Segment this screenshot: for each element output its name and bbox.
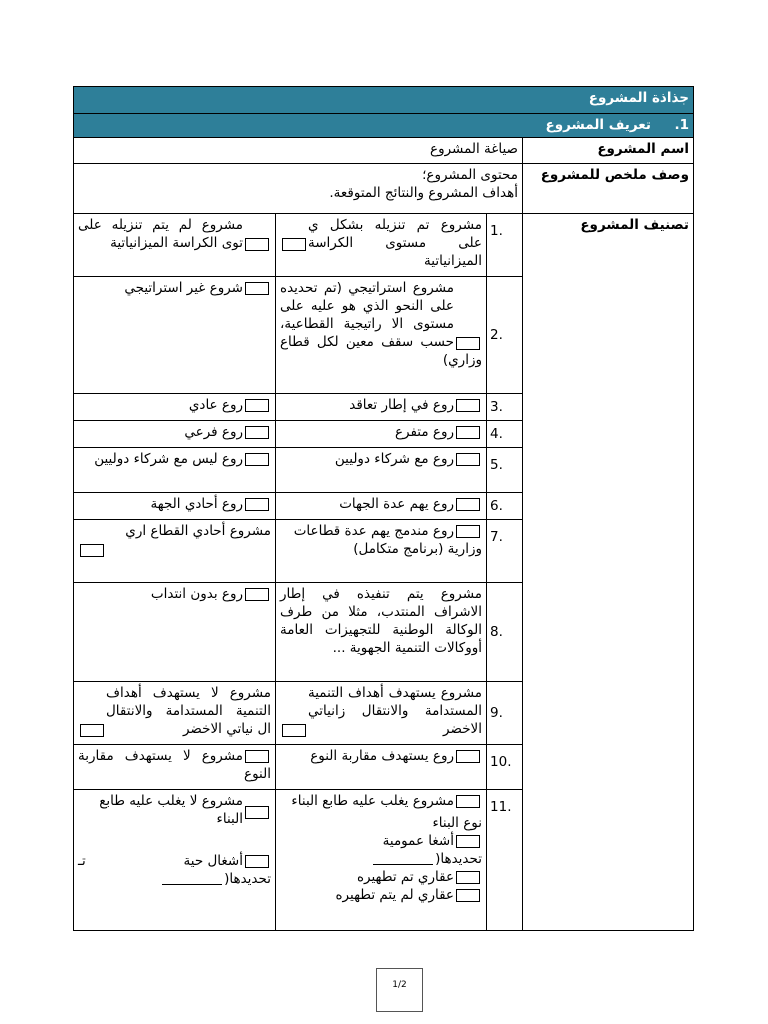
row-number: .9 xyxy=(487,682,523,745)
checkbox[interactable] xyxy=(456,871,480,884)
option-b[interactable] xyxy=(74,520,276,583)
page-number-box xyxy=(376,968,423,1012)
checkbox[interactable] xyxy=(245,855,269,868)
row-number: .8 xyxy=(487,583,523,682)
title-row xyxy=(74,87,694,114)
row-number: .11 xyxy=(487,790,523,931)
checkbox[interactable] xyxy=(456,795,480,808)
option-a[interactable] xyxy=(276,682,487,745)
option-b-text: مشروع أحادي القطاع اري xyxy=(125,523,271,539)
section-title: تعريف المشروع xyxy=(545,117,651,133)
section-header xyxy=(74,114,694,138)
checkbox[interactable] xyxy=(245,498,269,511)
summary-line-goals: أهداف المشروع والنتائج المتوقعة. xyxy=(329,185,518,201)
option-a-text: مشروع يتم تنفيذه في إطار الاشراف المنتدب، مثلا من طرف الوكالة الوطنية للتجهيزات العامة أووكالات التنمية الجهوية ... xyxy=(280,586,482,656)
summary-row xyxy=(74,164,694,214)
public-works-option[interactable] xyxy=(280,832,482,850)
option-a-text: مشروع يستهدف أهداف التنمية المستدامة والانتقال زانياتي الاخضر xyxy=(308,685,482,737)
checkbox[interactable] xyxy=(245,238,269,251)
classification-label: تصنيف المشروع xyxy=(523,214,694,931)
row-number: .1 xyxy=(487,214,523,277)
land-cleared-option[interactable] xyxy=(280,868,482,886)
option-b-text: مشروع لا يغلب عليه طابع البناء xyxy=(99,793,243,827)
option-a[interactable] xyxy=(276,394,487,421)
checkbox[interactable] xyxy=(245,588,269,601)
row-number: .3 xyxy=(487,394,523,421)
section-number: 1. xyxy=(674,117,689,133)
row-number: .7 xyxy=(487,520,523,583)
project-sheet xyxy=(73,86,693,931)
checkbox[interactable] xyxy=(456,498,480,511)
option-b[interactable] xyxy=(74,421,276,448)
project-summary-label: وصف ملخص للمشروع xyxy=(523,164,694,214)
checkbox[interactable] xyxy=(245,399,269,412)
option-a-text: مشروع يغلب عليه طابع البناء xyxy=(291,793,454,809)
row-number: .6 xyxy=(487,493,523,520)
option-a[interactable] xyxy=(276,448,487,493)
works-left-text: تـ xyxy=(78,853,86,869)
project-name-label: اسم المشروع xyxy=(523,138,694,164)
checkbox[interactable] xyxy=(456,525,480,538)
option-a-text: مشروع استراتيجي (تم تحديده على النحو الذي هو عليه على مستوى الا راتيجية القطاعية، حسب سقف معين لكل قطاع وزاري) xyxy=(280,280,482,368)
option-b[interactable] xyxy=(74,493,276,520)
option-b[interactable] xyxy=(74,277,276,394)
specify-field[interactable] xyxy=(373,853,433,865)
option-b-text: روع ليس مع شركاء دوليين xyxy=(94,451,243,467)
option-b[interactable] xyxy=(74,745,276,790)
checkbox[interactable] xyxy=(245,806,269,819)
option-a-text: روع يستهدف مقاربة النوع xyxy=(310,748,454,764)
option-b-text: مشروع لا يستهدف مقاربة النوع xyxy=(78,748,271,782)
works-option[interactable] xyxy=(78,852,271,870)
classification-row-1 xyxy=(74,214,694,277)
checkbox[interactable] xyxy=(456,750,480,763)
specify-text: تحديدها( xyxy=(224,871,271,887)
checkbox[interactable] xyxy=(245,426,269,439)
checkbox[interactable] xyxy=(456,399,480,412)
checkbox[interactable] xyxy=(245,282,269,295)
option-b[interactable] xyxy=(74,448,276,493)
public-works-specify[interactable] xyxy=(280,850,482,868)
checkbox[interactable] xyxy=(456,337,480,350)
option-a[interactable] xyxy=(276,493,487,520)
row-number: .5 xyxy=(487,448,523,493)
project-name-value[interactable]: صياغة المشروع xyxy=(74,138,523,164)
checkbox[interactable] xyxy=(282,724,306,737)
checkbox[interactable] xyxy=(456,835,480,848)
project-summary-value[interactable] xyxy=(74,164,523,214)
specify-text: تحديدها( xyxy=(435,851,482,867)
project-form-table xyxy=(73,86,694,931)
option-b[interactable] xyxy=(74,214,276,277)
form-title: جذاذة المشروع xyxy=(74,87,694,114)
land-not-cleared-text: عقاري لم يتم تطهيره xyxy=(335,887,454,903)
option-a[interactable] xyxy=(276,583,487,682)
option-a-text: روع مندمج يهم عدة قطاعات وزارية (برنامج متكامل) xyxy=(293,523,482,557)
option-b-text: مشروع لا يستهدف أهداف التنمية المستدامة والانتقال ال نياتي الاخضر xyxy=(106,685,271,737)
option-a-text: روع في إطار تعاقد xyxy=(349,397,454,413)
option-b[interactable] xyxy=(74,394,276,421)
specify-field[interactable] xyxy=(162,873,222,885)
option-b-main xyxy=(78,792,271,828)
land-cleared-text: عقاري تم تطهيره xyxy=(356,869,454,885)
option-b-text: روع بدون انتداب xyxy=(150,586,243,602)
option-b[interactable] xyxy=(74,583,276,682)
works-specify[interactable] xyxy=(78,870,271,888)
row-number: .10 xyxy=(487,745,523,790)
option-b-text: مشروع لم يتم تنزيله على توى الكراسة الميزانياتية xyxy=(78,217,243,251)
row-number: .4 xyxy=(487,421,523,448)
checkbox[interactable] xyxy=(80,724,104,737)
checkbox[interactable] xyxy=(80,544,104,557)
option-b-text: روع أحادي الجهة xyxy=(150,496,243,512)
checkbox[interactable] xyxy=(245,750,269,763)
option-a[interactable] xyxy=(276,745,487,790)
page-number: 1/2 xyxy=(392,980,407,990)
checkbox[interactable] xyxy=(245,453,269,466)
land-not-cleared-option[interactable] xyxy=(280,886,482,904)
option-b[interactable] xyxy=(74,682,276,745)
construction-type-title: نوع البناء xyxy=(432,815,482,831)
option-a[interactable] xyxy=(276,214,487,277)
option-a-text: مشروع تم تنزيله بشكل ي على مستوى الكراسة الميزانياتية xyxy=(308,217,482,269)
option-a-text: روع متفرع xyxy=(394,424,454,440)
option-a[interactable] xyxy=(276,277,487,394)
option-a-text: روع مع شركاء دوليين xyxy=(334,451,454,467)
public-works-text: أشغا عمومية xyxy=(382,833,454,849)
row-number: .2 xyxy=(487,277,523,394)
checkbox[interactable] xyxy=(456,453,480,466)
option-a-main xyxy=(280,792,482,810)
option-b[interactable] xyxy=(74,790,276,931)
option-b-text: روع عادي xyxy=(188,397,243,413)
name-row xyxy=(74,138,694,164)
checkbox[interactable] xyxy=(456,426,480,439)
option-a[interactable] xyxy=(276,520,487,583)
option-a[interactable] xyxy=(276,421,487,448)
option-a-text: روع يهم عدة الجهات xyxy=(339,496,454,512)
option-a[interactable] xyxy=(276,790,487,931)
works-text: أشغال حية xyxy=(183,853,243,869)
summary-line-content: محتوى المشروع؛ xyxy=(422,167,518,183)
option-b-text: شروع غير استراتيجي xyxy=(124,280,243,296)
checkbox[interactable] xyxy=(456,889,480,902)
section-row xyxy=(74,114,694,138)
option-b-text: روع فرعي xyxy=(184,424,243,440)
checkbox[interactable] xyxy=(282,238,306,251)
